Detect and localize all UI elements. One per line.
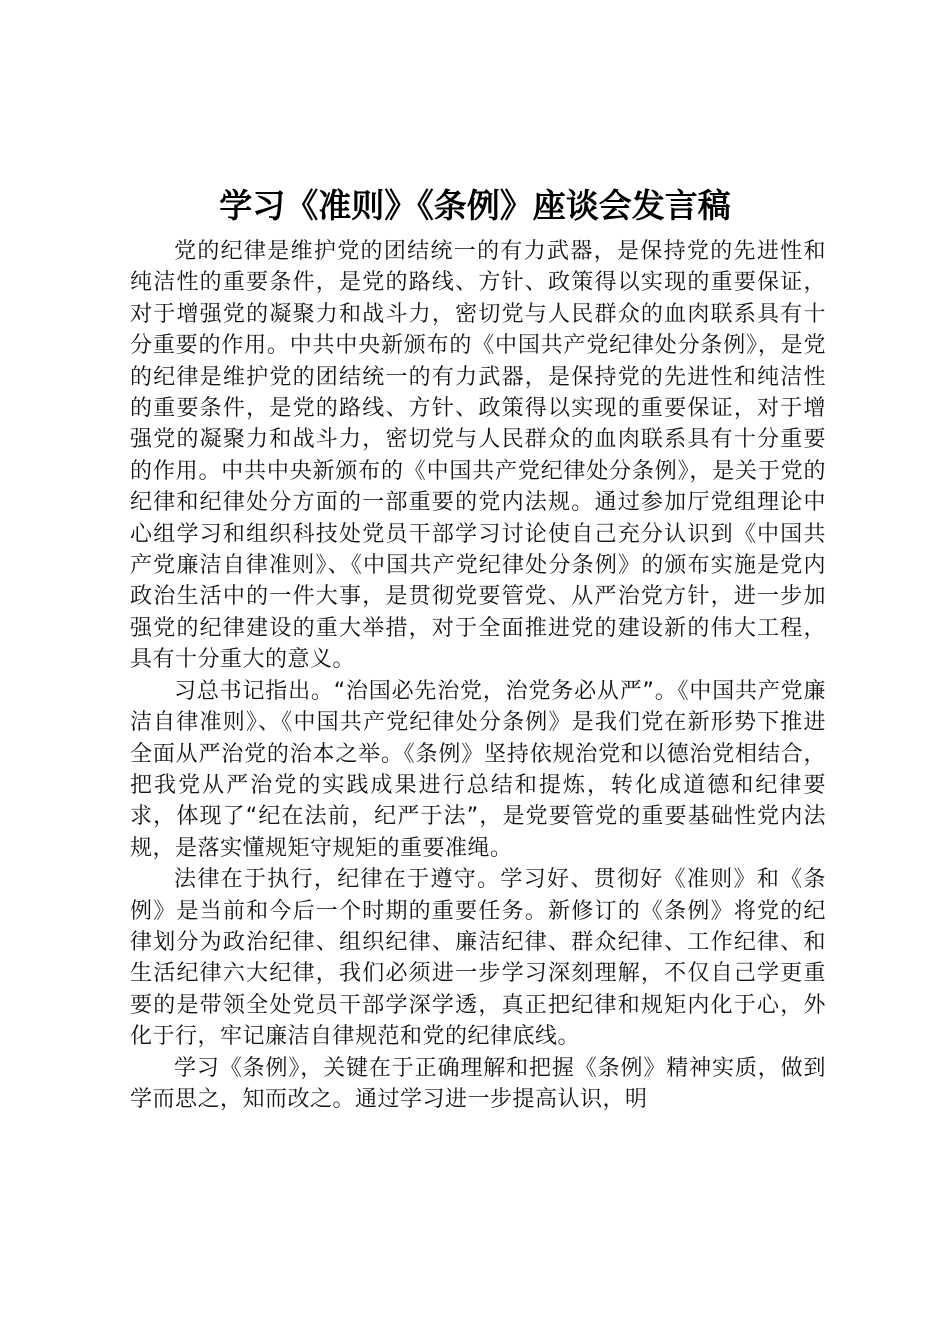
paragraph-3: 法律在于执行，纪律在于遵守。学习好、贯彻好《准则》和《条例》是当前和今后一个时期的重要任务。新修订的《条例》将党的纪律划分为政治纪律、组织纪律、廉洁纪律、群众纪律、工作纪律、和生活纪律六大纪律，我们必须进一步学习深刻理解，不仅自己学更重要的是带领全处党员干部学深学透，真正把纪律和规矩内化于心，外化于行，牢记廉洁自律规范和党的纪律底线。 (130, 867, 826, 1050)
paragraph-4: 学习《条例》，关键在于正确理解和把握《条例》精神实质，做到学而思之，知而改之。通过学习进一步提高认识，明 (130, 1055, 826, 1112)
document-title: 学习《准则》《条例》座谈会发言稿 (219, 186, 731, 225)
paragraph-2: 习总书记指出。“治国必先治党，治党务必从严”。《中国共产党廉洁自律准则》、《中国共产党纪律处分条例》是我们党在新形势下推进全面从严治党的治本之举。《条例》坚持依规治党和以德治党相结合，把我党从严治党的实践成果进行总结和提炼，转化成道德和纪律要求，体现了“纪在法前，纪严于法”，是党要管党的重要基础性党内法规，是落实懂规矩守规矩的重要准绳。 (130, 678, 826, 861)
paragraph-1: 党的纪律是维护党的团结统一的有力武器，是保持党的先进性和纯洁性的重要条件，是党的路线、方针、政策得以实现的重要保证，对于增强党的凝聚力和战斗力，密切党与人民群众的血肉联系具有十分重要的作用。中共中央新颁布的《中国共产党纪律处分条例》，是党的纪律是维护党的团结统一的有力武器，是保持党的先进性和纯洁性的重要条件，是党的路线、方针、政策得以实现的重要保证，对于增强党的凝聚力和战斗力，密切党与人民群众的血肉联系具有十分重要的作用。中共中央新颁布的《中国共产党纪律处分条例》，是关于党的纪律和纪律处分方面的一部重要的党内法规。通过参加厅党组理论中心组学习和组织科技处党员干部学习讨论使自己充分认识到《中国共产党廉洁自律准则》、《中国共产党纪律处分条例》的颁布实施是党内政治生活中的一件大事，是贯彻党要管党、从严治党方针，进一步加强党的纪律建设的重大举措，对于全面推进党的建设新的伟大工程，具有十分重大的意义。 (130, 239, 826, 673)
document-body (130, 236, 826, 1115)
